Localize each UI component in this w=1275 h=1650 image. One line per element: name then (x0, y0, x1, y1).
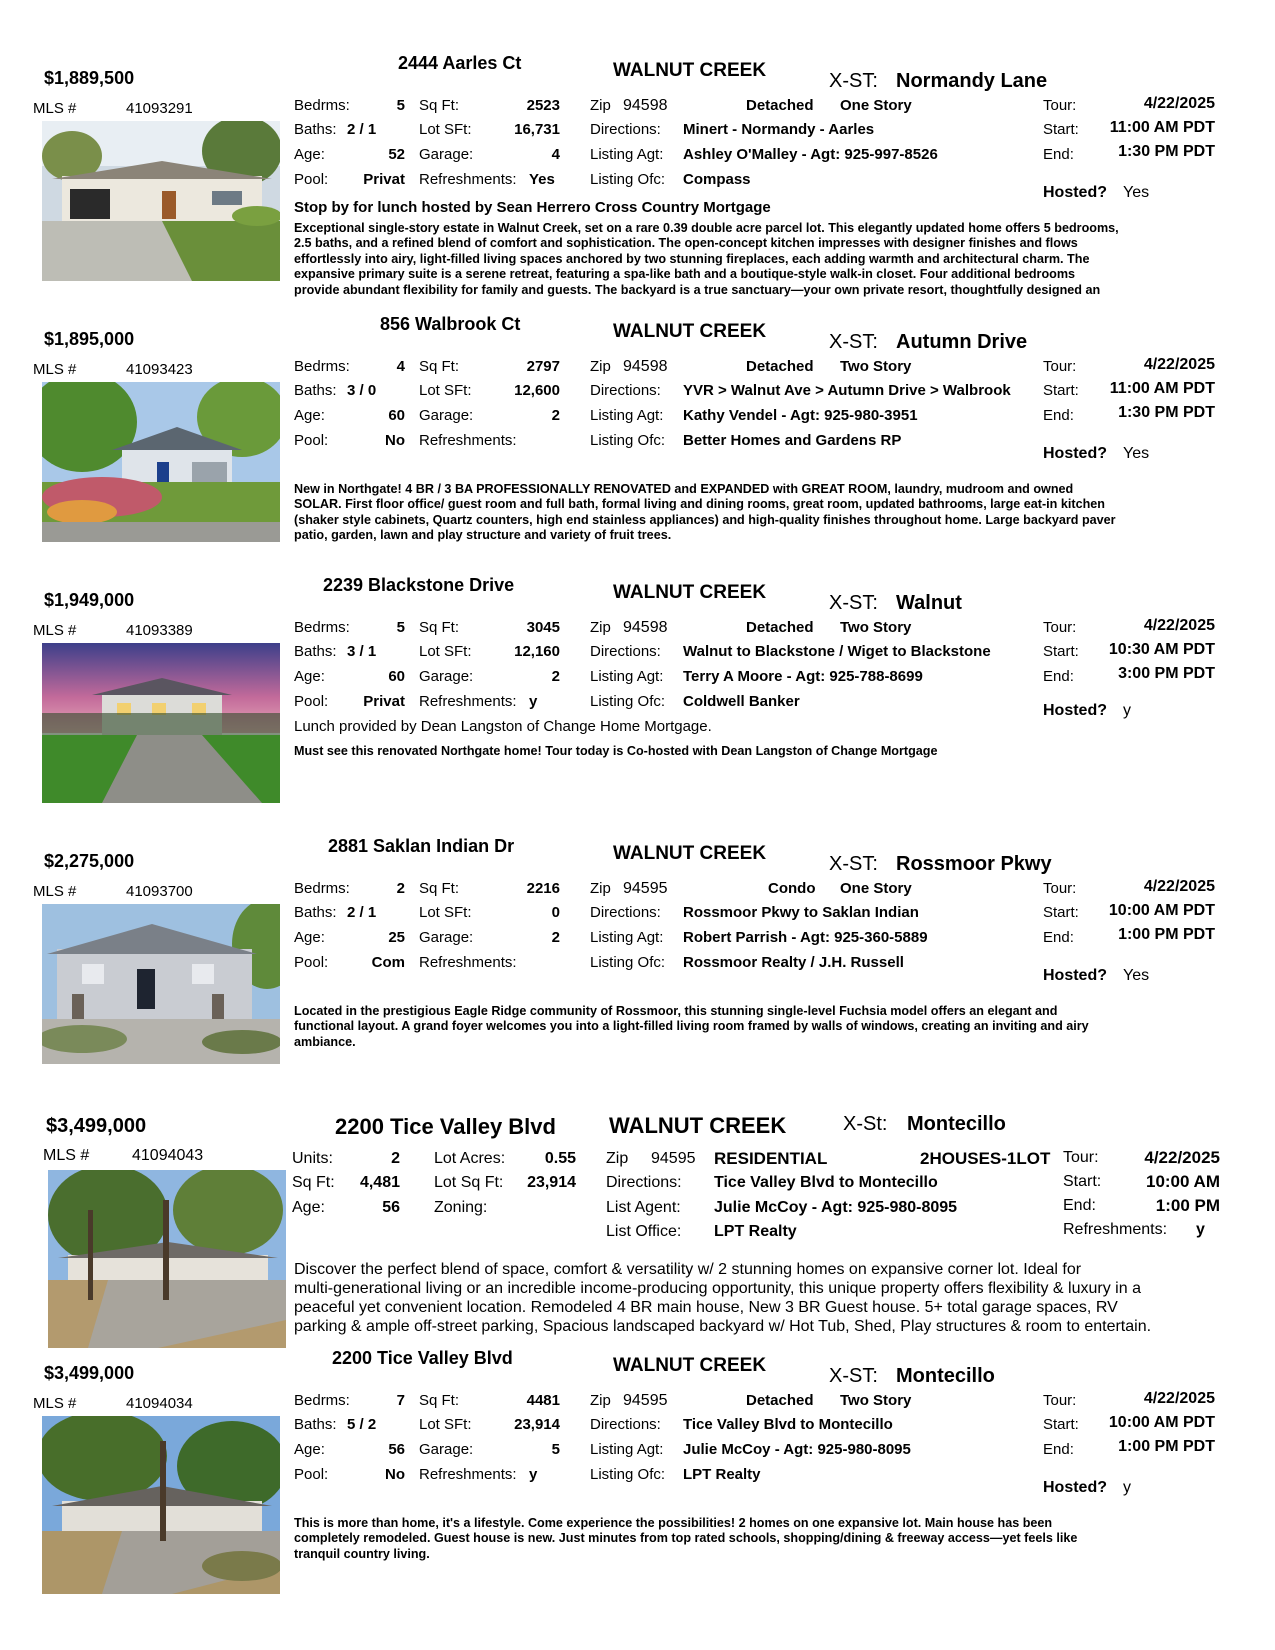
listing-address: 2200 Tice Valley Blvd (332, 1348, 513, 1368)
listing-description (294, 744, 1224, 759)
age-label: Age: (294, 1441, 325, 1458)
description-line: effortlessly into airy, light-filled living spaces anchored by two stunning fireplaces, each adding warmth and architectural charm. The (294, 251, 1090, 266)
tour-label: Tour: (1063, 1149, 1099, 1166)
start-time: 10:30 AM PDT (1108, 641, 1215, 658)
lot-sqft-value: 23,914 (514, 1416, 560, 1433)
agent-value: Ashley O'Malley - Agt: 925-997-8526 (683, 146, 938, 163)
directions-value: Rossmoor Pkwy to Saklan Indian (683, 904, 919, 921)
tour-date: 4/22/2025 (1143, 356, 1215, 373)
agent-label: List Agent: (606, 1199, 681, 1216)
start-label: Start: (1043, 643, 1079, 660)
refreshments-value: y (529, 693, 538, 710)
refreshments-value: y (1196, 1221, 1205, 1238)
property-type: Detached (746, 619, 814, 636)
agent-label: Listing Agt: (590, 1441, 664, 1458)
start-time: 10:00 AM PDT (1108, 1414, 1215, 1431)
hosted-label: Hosted? (1043, 1479, 1107, 1496)
mls-number: 41093389 (126, 622, 193, 639)
refreshments-label: Refreshments: (419, 171, 517, 188)
mls-number: 41094043 (132, 1147, 204, 1164)
age-value: 60 (388, 668, 405, 685)
start-time: 11:00 AM PDT (1109, 119, 1215, 136)
refreshments-label: Refreshments: (1063, 1221, 1168, 1238)
mls-number: 41093700 (126, 883, 193, 900)
property-type: Detached (746, 358, 814, 375)
stories: One Story (840, 880, 912, 897)
baths-value: 2 / 1 (347, 121, 377, 138)
office-value: Better Homes and Gardens RP (683, 432, 902, 449)
directions-value: Walnut to Blackstone / Wiget to Blackstone (683, 643, 991, 660)
zip-value: 94598 (623, 97, 668, 114)
sqft-value: 3045 (526, 619, 560, 636)
bedrooms-value: 2 (396, 880, 405, 897)
tour-date: 4/22/2025 (1143, 95, 1215, 112)
age-value: 52 (388, 146, 405, 163)
garage-label: Garage: (419, 146, 474, 163)
agent-label: Listing Agt: (590, 407, 664, 424)
tour-label: Tour: (1043, 1392, 1077, 1409)
cross-street-label: X-St: (843, 1113, 888, 1135)
age-value: 56 (388, 1441, 405, 1458)
agent-value: Terry A Moore - Agt: 925-788-8699 (683, 668, 923, 685)
mls-label: MLS # (33, 100, 77, 117)
cross-street: Montecillo (907, 1113, 1006, 1135)
age-value: 56 (382, 1199, 400, 1216)
listing-description (294, 482, 1224, 544)
lot-sqft-value: 23,914 (527, 1174, 576, 1191)
lot-sqft-label: Lot SFt: (419, 1416, 472, 1433)
refreshments-label: Refreshments: (419, 1466, 517, 1483)
age-value: 25 (388, 929, 405, 946)
tour-label: Tour: (1043, 97, 1077, 114)
property-photo (48, 1170, 286, 1348)
bedrooms-label: Bedrms: (294, 880, 350, 897)
agent-label: Listing Agt: (590, 146, 664, 163)
directions-value: Tice Valley Blvd to Montecillo (714, 1174, 938, 1191)
cross-street-label: X-ST: (829, 853, 878, 875)
lot-sqft-label: Lot Sq Ft: (434, 1174, 504, 1191)
lot-sqft-value: 12,160 (514, 643, 560, 660)
lot-sqft-label: Lot SFt: (419, 382, 472, 399)
stories: Two Story (840, 619, 912, 636)
listing-city: WALNUT CREEK (613, 582, 767, 603)
zoning-label: Zoning: (434, 1199, 488, 1216)
mls-label: MLS # (33, 361, 77, 378)
baths-value: 2 / 1 (347, 904, 377, 921)
office-label: Listing Ofc: (590, 693, 666, 710)
pool-value: Com (371, 954, 405, 971)
description-line: 2.5 baths, and a refined blend of comfort and sophistication. The open-concept kitchen impresses with designer finishes and flows (294, 236, 1078, 251)
zip-label: Zip (590, 619, 611, 636)
zip-value: 94598 (623, 358, 668, 375)
listing-description (294, 1260, 1254, 1336)
bedrooms-label: Bedrms: (294, 358, 350, 375)
sqft-label: Sq Ft: (419, 1392, 460, 1409)
listing-city: WALNUT CREEK (613, 321, 767, 342)
office-label: Listing Ofc: (590, 954, 666, 971)
zip-value: 94598 (623, 619, 668, 636)
description-line: Exceptional single-story estate in Walnut Creek, set on a rare 0.39 double acre parcel lot. This elegantly updated home offers 5 bedrooms, (294, 221, 1119, 235)
sqft-label: Sq Ft: (419, 358, 460, 375)
sqft-value: 2216 (526, 880, 560, 897)
cross-street: Normandy Lane (896, 70, 1048, 92)
agent-value: Robert Parrish - Agt: 925-360-5889 (683, 929, 928, 946)
mls-label: MLS # (33, 1395, 77, 1412)
listing-note: Lunch provided by Dean Langston of Change Home Mortgage. (294, 718, 712, 735)
bedrooms-value: 4 (396, 358, 405, 375)
agent-value: Julie McCoy - Agt: 925-980-8095 (683, 1441, 911, 1458)
sqft-label: Sq Ft: (419, 880, 460, 897)
listing-price: $2,275,000 (44, 851, 135, 871)
listing-city: WALNUT CREEK (609, 1113, 787, 1138)
end-time: 1:00 PM (1155, 1196, 1220, 1215)
garage-label: Garage: (419, 668, 474, 685)
listing-card (0, 311, 1275, 551)
mls-number: 41094034 (126, 1395, 193, 1412)
zip-label: Zip (590, 1392, 611, 1409)
end-label: End: (1063, 1197, 1096, 1214)
tour-date: 4/22/2025 (1144, 1148, 1220, 1167)
property-photo (42, 382, 280, 542)
pool-label: Pool: (294, 693, 329, 710)
stories: One Story (840, 97, 912, 114)
sqft-label: Sq Ft: (419, 97, 460, 114)
pool-value: Privat (363, 171, 405, 188)
property-type: Detached (746, 97, 814, 114)
listing-city: WALNUT CREEK (613, 60, 767, 81)
pool-label: Pool: (294, 954, 329, 971)
start-time: 11:00 AM PDT (1109, 380, 1215, 397)
property-photo (42, 121, 280, 281)
bedrooms-label: Bedrms: (294, 619, 350, 636)
tour-label: Tour: (1043, 358, 1077, 375)
lot-acres-value: 0.55 (544, 1150, 576, 1167)
directions-label: Directions: (590, 382, 661, 399)
lot-sqft-value: 0 (551, 904, 560, 921)
description-line: This is more than home, it's a lifestyle. Come experience the possibilities! 2 homes on one expansive lot. Main house has been (294, 1516, 1053, 1530)
mls-label: MLS # (43, 1147, 90, 1164)
start-time: 10:00 AM (1145, 1172, 1220, 1191)
bedrooms-value: 7 (396, 1392, 405, 1409)
stories: Two Story (840, 1392, 912, 1409)
pool-value: Privat (363, 693, 405, 710)
units-label: Units: (292, 1150, 333, 1167)
description-line: (shaker style cabinets, Quartz counters, high end stainless appliances) and high-quality finishes throughout home. Large backyard paver (294, 512, 1116, 527)
baths-value: 3 / 1 (347, 643, 377, 660)
baths-label: Baths: (294, 643, 337, 660)
pool-value: No (385, 432, 405, 449)
hosted-value: Yes (1123, 445, 1150, 462)
directions-label: Directions: (590, 643, 661, 660)
age-label: Age: (294, 146, 325, 163)
refreshments-label: Refreshments: (419, 954, 517, 971)
zip-value: 94595 (623, 1392, 668, 1409)
pool-value: No (385, 1466, 405, 1483)
zip-label: Zip (606, 1150, 629, 1167)
zip-label: Zip (590, 358, 611, 375)
property-type: Condo (768, 880, 816, 897)
garage-label: Garage: (419, 407, 474, 424)
hosted-value: y (1123, 1479, 1131, 1496)
cross-street-label: X-ST: (829, 1365, 878, 1387)
zip-value: 94595 (623, 880, 668, 897)
garage-label: Garage: (419, 1441, 474, 1458)
baths-label: Baths: (294, 382, 337, 399)
listing-price: $1,895,000 (44, 329, 135, 349)
start-time: 10:00 AM PDT (1108, 902, 1215, 919)
garage-value: 2 (551, 407, 560, 424)
office-value: Rossmoor Realty / J.H. Russell (683, 954, 904, 971)
property-photo (42, 904, 280, 1064)
office-label: Listing Ofc: (590, 432, 666, 449)
property-photo (42, 643, 280, 803)
description-line: Discover the perfect blend of space, comfort & versatility w/ 2 stunning homes on expansive corner lot. Ideal for (294, 1261, 1082, 1278)
description-line: expansive primary suite is a serene retreat, featuring a spa-like bath and a boutique-style walk-in closet. Four additional bedrooms (294, 267, 1076, 282)
office-value: LPT Realty (714, 1223, 797, 1240)
listing-address: 2444 Aarles Ct (398, 53, 522, 73)
listing-address: 2200 Tice Valley Blvd (335, 1114, 556, 1139)
start-label: Start: (1043, 1416, 1079, 1433)
bedrooms-label: Bedrms: (294, 97, 350, 114)
directions-value: YVR > Walnut Ave > Autumn Drive > Walbrook (683, 382, 1011, 399)
listing-description (294, 1516, 1224, 1562)
stories: Two Story (840, 358, 912, 375)
tour-label: Tour: (1043, 880, 1077, 897)
agent-label: Listing Agt: (590, 668, 664, 685)
agent-label: Listing Agt: (590, 929, 664, 946)
directions-value: Tice Valley Blvd to Montecillo (683, 1416, 893, 1433)
listing-price: $1,889,500 (44, 68, 135, 88)
listing-city: WALNUT CREEK (613, 1355, 767, 1376)
end-label: End: (1043, 407, 1074, 424)
listing-description (294, 1004, 1224, 1050)
baths-label: Baths: (294, 121, 337, 138)
cross-street-label: X-ST: (829, 70, 878, 92)
end-time: 1:00 PM PDT (1118, 1438, 1215, 1455)
age-label: Age: (294, 668, 325, 685)
office-value: LPT Realty (683, 1466, 761, 1483)
hosted-label: Hosted? (1043, 445, 1107, 462)
office-label: Listing Ofc: (590, 1466, 666, 1483)
property-photo (42, 1416, 280, 1594)
hosted-label: Hosted? (1043, 702, 1107, 719)
end-time: 1:30 PM PDT (1118, 404, 1215, 421)
office-label: Listing Ofc: (590, 171, 666, 188)
directions-value: Minert - Normandy - Aarles (683, 121, 875, 138)
end-time: 1:30 PM PDT (1118, 143, 1215, 160)
cross-street: Rossmoor Pkwy (896, 853, 1052, 875)
lot-sqft-value: 12,600 (514, 382, 560, 399)
garage-value: 2 (551, 668, 560, 685)
age-label: Age: (292, 1199, 325, 1216)
hosted-value: Yes (1123, 184, 1150, 201)
start-label: Start: (1043, 904, 1079, 921)
hosted-label: Hosted? (1043, 184, 1107, 201)
listing-description (294, 221, 1224, 298)
agent-value: Kathy Vendel - Agt: 925-980-3951 (683, 407, 918, 424)
pool-label: Pool: (294, 171, 329, 188)
description-line: multi-generational living or an incredible income-producing opportunity, this unique property offers flexibility & luxury in a (294, 1280, 1141, 1297)
listing-note: Stop by for lunch hosted by Sean Herrero Cross Country Mortgage (294, 199, 771, 216)
age-label: Age: (294, 929, 325, 946)
description-line: Must see this renovated Northgate home! Tour today is Co-hosted with Dean Langston of Change Mortgage (294, 744, 938, 758)
age-label: Age: (294, 407, 325, 424)
listing-card (0, 833, 1275, 1073)
office-label: List Office: (606, 1223, 682, 1240)
mls-number: 41093423 (126, 361, 193, 378)
tour-date: 4/22/2025 (1143, 1390, 1215, 1407)
sqft-label: Sq Ft: (419, 619, 460, 636)
tour-label: Tour: (1043, 619, 1077, 636)
baths-value: 3 / 0 (347, 382, 377, 399)
listing-price: $3,499,000 (46, 1115, 147, 1137)
lot-sqft-label: Lot SFt: (419, 643, 472, 660)
age-value: 60 (388, 407, 405, 424)
mls-number: 41093291 (126, 100, 193, 117)
garage-value: 5 (551, 1441, 560, 1458)
sqft-value: 4,481 (359, 1174, 400, 1191)
baths-value: 5 / 2 (347, 1416, 377, 1433)
description-line: provide abundant flexibility for family and guests. The backyard is a true sanctuary—your own private resort, thoughtfully designed an (294, 282, 1101, 297)
description-line: New in Northgate! 4 BR / 3 BA PROFESSIONALLY RENOVATED and EXPANDED with GREAT ROOM, laundry, mudroom and owned (294, 482, 1074, 496)
baths-label: Baths: (294, 904, 337, 921)
garage-value: 2 (551, 929, 560, 946)
units-value: 2 (391, 1150, 400, 1167)
zip-value: 94595 (651, 1150, 696, 1167)
directions-label: Directions: (590, 904, 661, 921)
refreshments-value: Yes (529, 171, 555, 188)
description-line: peaceful yet convenient location. Remodeled 4 BR main house, New 3 BR Guest house. 5+ total garage spaces, RV (294, 1299, 1118, 1316)
listing-address: 2239 Blackstone Drive (323, 575, 515, 595)
description-line: SOLAR. First floor office/ guest room and full bath, formal living and dining rooms, great room, updated bathrooms, large eat-in kitchen (294, 497, 1105, 512)
baths-label: Baths: (294, 1416, 337, 1433)
lot-sqft-label: Lot SFt: (419, 121, 472, 138)
directions-label: Directions: (590, 1416, 661, 1433)
listing-address: 856 Walbrook Ct (380, 314, 521, 334)
hosted-value: y (1123, 702, 1131, 719)
cross-street: Montecillo (896, 1365, 995, 1387)
listing-price: $3,499,000 (44, 1363, 135, 1383)
pool-label: Pool: (294, 1466, 329, 1483)
office-value: Compass (683, 171, 751, 188)
property-type: Detached (746, 1392, 814, 1409)
end-time: 1:00 PM PDT (1118, 926, 1215, 943)
cross-street-label: X-ST: (829, 592, 878, 614)
description-line: Located in the prestigious Eagle Ridge community of Rossmoor, this stunning single-level Fuchsia model offers an elegant and (294, 1004, 1058, 1018)
tour-date: 4/22/2025 (1143, 617, 1215, 634)
bedrooms-value: 5 (396, 97, 405, 114)
sqft-label: Sq Ft: (292, 1174, 335, 1191)
listing-card-multi-unit (0, 1105, 1275, 1345)
garage-value: 4 (551, 146, 560, 163)
refreshments-label: Refreshments: (419, 693, 517, 710)
listing-card (0, 50, 1275, 300)
lot-sqft-value: 16,731 (514, 121, 560, 138)
garage-label: Garage: (419, 929, 474, 946)
end-time: 3:00 PM PDT (1118, 665, 1215, 682)
description-line: parking & ample off-street parking, Spacious landscaped backyard w/ Hot Tub, Shed, Play structures & room to entertain. (294, 1318, 1152, 1335)
lot-acres-label: Lot Acres: (434, 1150, 506, 1167)
lot-sqft-label: Lot SFt: (419, 904, 472, 921)
cross-street: Walnut (896, 592, 962, 614)
cross-street-label: X-ST: (829, 331, 878, 353)
zip-label: Zip (590, 880, 611, 897)
description-line: tranquil country living. (294, 1546, 430, 1561)
hosted-label: Hosted? (1043, 967, 1107, 984)
listing-card (0, 572, 1275, 812)
sqft-value: 2523 (526, 97, 560, 114)
refreshments-value: y (529, 1466, 538, 1483)
description-line: functional layout. A grand foyer welcomes you into a light-filled living room framed by walls of windows, creating an inviting and airy (294, 1019, 1089, 1034)
description-line: ambiance. (294, 1034, 356, 1049)
start-label: Start: (1043, 121, 1079, 138)
listing-card (0, 1345, 1275, 1585)
zip-label: Zip (590, 97, 611, 114)
end-label: End: (1043, 1441, 1074, 1458)
property-subtype: 2HOUSES-1LOT (920, 1149, 1051, 1168)
agent-value: Julie McCoy - Agt: 925-980-8095 (714, 1199, 958, 1216)
bedrooms-value: 5 (396, 619, 405, 636)
property-type: RESIDENTIAL (714, 1149, 828, 1168)
sqft-value: 2797 (526, 358, 560, 375)
end-label: End: (1043, 146, 1074, 163)
listing-price: $1,949,000 (44, 590, 135, 610)
description-line: patio, garden, lawn and play structure and variety of fruit trees. (294, 528, 672, 543)
start-label: Start: (1043, 382, 1079, 399)
end-label: End: (1043, 929, 1074, 946)
directions-label: Directions: (590, 121, 661, 138)
listing-city: WALNUT CREEK (613, 843, 767, 864)
cross-street: Autumn Drive (896, 331, 1028, 353)
end-label: End: (1043, 668, 1074, 685)
bedrooms-label: Bedrms: (294, 1392, 350, 1409)
directions-label: Directions: (606, 1174, 682, 1191)
mls-label: MLS # (33, 622, 77, 639)
pool-label: Pool: (294, 432, 329, 449)
mls-label: MLS # (33, 883, 77, 900)
listing-address: 2881 Saklan Indian Dr (328, 836, 515, 856)
hosted-value: Yes (1123, 967, 1150, 984)
tour-date: 4/22/2025 (1143, 878, 1215, 895)
office-value: Coldwell Banker (683, 693, 800, 710)
refreshments-label: Refreshments: (419, 432, 517, 449)
description-line: completely remodeled. Guest house is new. Just minutes from top rated schools, shopping/dining & freeway access—yet feels like (294, 1531, 1078, 1546)
start-label: Start: (1063, 1173, 1102, 1190)
sqft-value: 4481 (526, 1392, 560, 1409)
